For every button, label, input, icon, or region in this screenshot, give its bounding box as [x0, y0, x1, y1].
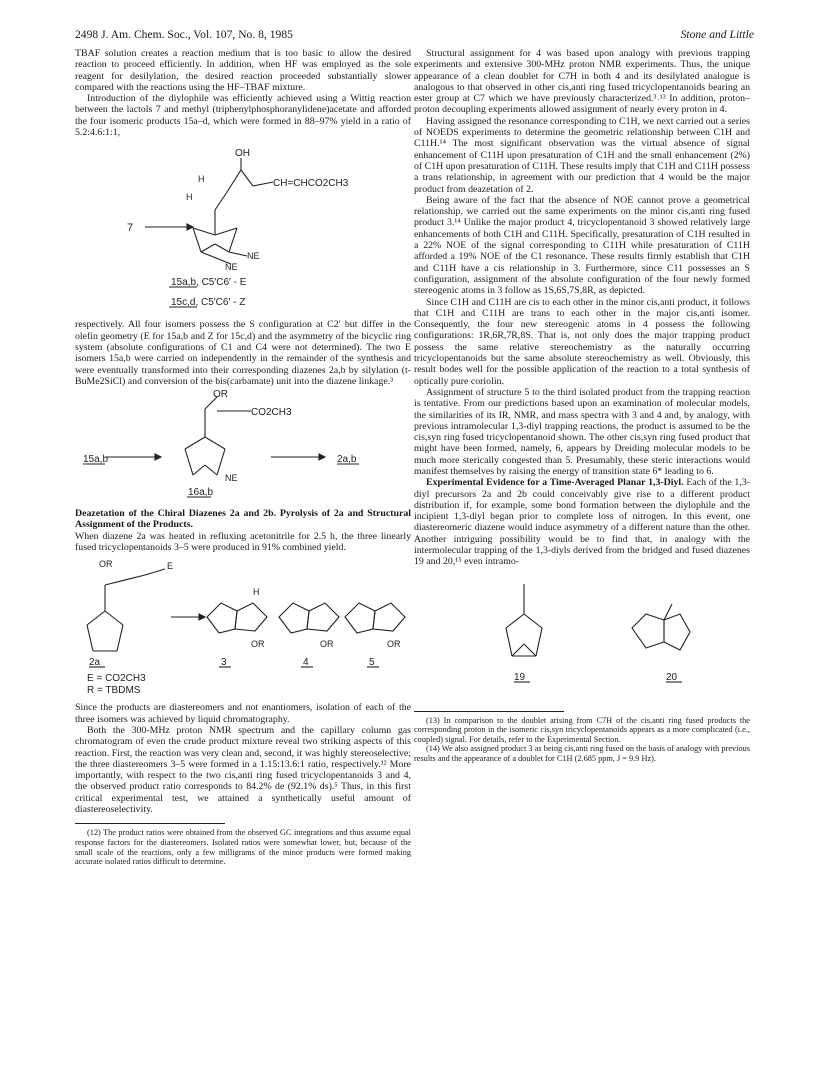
left-column: [75, 48, 411, 867]
oh-label: OH: [235, 148, 250, 160]
label-2a: 2a: [89, 657, 101, 669]
side-chain-label: CH=CHCO2CH3: [273, 178, 349, 190]
footnote-14: (14) We also assigned product 3 as being cis,anti ring fused on the basis of analogy with previous results and the appearance of a doublet for C1H (2.685 ppm, J = 9.9 Hz).: [414, 744, 750, 764]
label-3: 3: [221, 657, 227, 669]
paragraph: Being aware of the fact that the absence of NOE cannot prove a geometrical relationship, we carried out the same experiments on the minor cis,anti ring fused product 3.¹⁴ Unlike the major product 4, tricyclopentanoid 3 showed relatively large enhancements of both C1H and C11H. Specifically, presaturation of C1H resulted in a 22% NOE of the signal corresponding to C11H while presaturation of C11H afforded a 19% NOE of the C1 resonance. These results firmly establish that C1H and C11H have a cis relationship in 3. Furthermore, since C11 possesses an S configuration, assignment of the absolute configuration of the four newly formed stereogenic atoms in 3 follow as 1S,6S,7S,8R, as depicted.: [414, 194, 750, 297]
page-header-right: Stone and Little: [680, 28, 754, 41]
section-heading: Experimental Evidence for a Time-Averaged Planar 1,3-Diyl.: [426, 477, 684, 489]
paragraph: Since the products are diastereomers and not enantiomers, isolation of each of the three isomers was achieved by liquid chromatography.: [75, 702, 411, 725]
svg-text:NE: NE: [225, 262, 238, 273]
paragraph-body: Each of the 1,3-diyl precursors 2a and 2b could conceivably give rise to a different product distribution if, for example, some bond formation between the diylophile and the incipient 1,3-diyl began prior to complete loss of nitrogen. In this event, one diastereomeric diazene would induce asymmetry of a different nature than the other. Another intriguing possibility would be to find that, in analogy with the intermolecular trapping of the 1,3-diyls derived from the bridged and fused diazenes 19 and 20,¹⁵ even intramo-: [414, 477, 750, 568]
footnote-13: (13) In comparison to the doublet arising from C7H of the cis,anti ring fused products the corresponding proton in the isomeric cis,syn tricyclopentanoids appears as a more complicated (i.e., coupled) signal. For details, refer to the Experimental Section.: [414, 715, 750, 744]
paragraph: respectively. All four isomers possess the S configuration at C2′ but differ in the olefin geometry (E for 15a,b and Z for 15c,d) and the asymmetry of the bicyclic ring system (absolute configurations of C1 and C4 were not determined). The two E isomers 15a,b were carried on independently in the remainder of the synthesis and were eventually transformed into their corresponding diazenes 2a,b by silylation (t-BuMe2SiCl) and conversion of the bis(carbamate) unit into the diazene linkage.³: [75, 319, 411, 387]
figure-15: [75, 140, 411, 317]
compound-7-label: 7: [127, 222, 134, 235]
structure-16-diagram: [75, 389, 411, 501]
ne-label: NE: [247, 251, 260, 262]
label-15cd: 15c,d, C5′C6′ - Z: [171, 297, 246, 309]
svg-text:H: H: [198, 174, 205, 185]
paragraph: Assignment of structure 5 to the third isolated product from the trapping reaction is tentative. From our predictions based upon an examination of molecular models, the similarities of its IR, NMR, and mass spectra with 3 and 4 and, by analogy, with previous intramolecular 1,3-diyl trapping reactions, the product is assumed to be the cis,syn ring fused tricyclopentanoid shown. The other cis,syn ring fused product that might have been formed, namely, 6, appears by Dreiding molecular models to be much more sterically congested than 5. Presumably, these steric interactions would manifest themselves by raising the energy of transition state 6* leading to 6.: [414, 386, 750, 477]
page-header-left: 2498 J. Am. Chem. Soc., Vol. 107, No. 8, 1985: [75, 28, 293, 41]
svg-text:OR: OR: [251, 639, 265, 650]
products-diagram: [75, 555, 411, 695]
label-4: 4: [303, 657, 309, 669]
e-label: E: [167, 561, 174, 572]
section-heading: Deazetation of the Chiral Diazenes 2a and 2b. Pyrolysis of 2a and Structural Assignment of the Products.: [75, 508, 411, 531]
paragraph: Having assigned the resonance corresponding to C1H, we next carried out a series of NOEDS experiments to determine the geometric relationship between C1H and C11H.¹⁴ The most significant observation was the virtual absence of signal enhancement of C11H upon presaturation of C1H and the small enhancement (2%) of C1H upon presaturation of C11H. These results imply that C1H and C11H possess a trans relationship, in agreement with our prediction that 4 would be the major product from deazetation of 2.: [414, 115, 750, 195]
paragraph: Since C1H and C11H are cis to each other in the minor cis,anti product, it follows that C1H and C11H are trans to each other in the major cis,anti isomer. Consequently, the four new stereogenic atoms in 4 possess the following configurations: 1R,6R,7R,8S. That is, not only does the major trapping product possess the same relative stereochemistry as the naturally occurring tricyclopentanoids but the same absolute stereochemistry as well. Obviously, this result bodes well for the possible application of the reaction to a total synthesis of optically pure coriolin.: [414, 296, 750, 387]
h-label: H: [253, 587, 260, 598]
chain-label: CO2CH3: [251, 407, 292, 419]
or-label: OR: [99, 559, 113, 570]
paragraph: When diazene 2a was heated in refluxing acetonitrile for 2.5 h, the three linearly fused tricyclopentanoids 3–5 were produced in 91% combined yield.: [75, 530, 411, 554]
label-16ab: 16a,b: [188, 487, 214, 499]
or-label: OR: [213, 389, 228, 401]
label-2ab: 2a,b: [337, 454, 357, 466]
legend-e: E = CO2CH3: [87, 673, 146, 685]
footnote-rule: [414, 711, 564, 712]
diazenes-diagram: [414, 570, 750, 698]
label-15ab: 15a,b: [83, 454, 109, 466]
ne-label: NE: [225, 473, 238, 484]
label-19: 19: [514, 671, 526, 683]
paragraph: Introduction of the diylophile was efficiently achieved using a Wittig reaction between the lactols 7 and methyl (triphenylphosphoranylidene)acetate and afforded the four isomeric products 15a–d, which were formed in 88–97% yield in a ratio of 5.2:4.6:1:1,: [75, 93, 411, 139]
footnote-rule: [75, 823, 225, 824]
label-15ab: 15a,b, C5′C6′ - E: [171, 277, 247, 289]
paragraph: Structural assignment for 4 was based upon analogy with previous trapping experiments and extensive 300-MHz proton NMR experiments. Thus, the unique appearance of a clean doublet for C7H in both 4 and its desilylated analogue is analogous to that observed in other cis,anti ring fused tricyclopentanoids bearing an ester group at C7 which we have previously characterized.³˒¹³ In addition, proton–proton decoupling experiments allowed assignment of nearly every proton in 4.: [414, 48, 750, 116]
legend-r: R = TBDMS: [87, 685, 141, 696]
svg-text:OR: OR: [387, 639, 401, 650]
right-column: [414, 48, 750, 764]
footnote-12: (12) The product ratios were obtained from the observed GC integrations and thus assume equal response factors for the diastereomers. Isolated ratios were somewhat lower, but, because of the small scale of the reactions, only a few milligrams of the minor products were formed making accurate isolated ratios difficult to determine.: [75, 828, 411, 867]
label-5: 5: [369, 657, 375, 669]
paragraph: Both the 300-MHz proton NMR spectrum and the capillary column gas chromatogram of even the crude product mixture reveal two striking aspects of this reaction. First, the reaction was very clean and, second, it was highly stereoselective; the three diastereomers 3–5 were formed in a 1.15:13.6:1 ratio, respectively.¹² More importantly, with respect to the two cis,anti ring fused tricyclopentanoids 3 and 4, the observed product ratio corresponds to 84.2% de (92.1% ds).⁵ Thus, in this first critical experimental test, we attained a synthetically useful amount of diastereoselectivity.: [75, 724, 411, 816]
paragraph: [414, 477, 750, 567]
structure-15-diagram: [75, 140, 411, 312]
figure-diazenes: [414, 570, 750, 703]
svg-text:H: H: [186, 192, 193, 203]
paragraph: TBAF solution creates a reaction medium that is too basic to allow the desired reaction to proceed efficiently. In addition, when HF was employed as the sole reagent for desilylation, the desired reaction proceeded substantially slower compared with the reactions using the HF–TBAF mixture.: [75, 48, 411, 93]
svg-text:OR: OR: [320, 639, 334, 650]
figure-16: [75, 389, 411, 506]
figure-products: [75, 555, 411, 700]
label-20: 20: [666, 671, 678, 683]
